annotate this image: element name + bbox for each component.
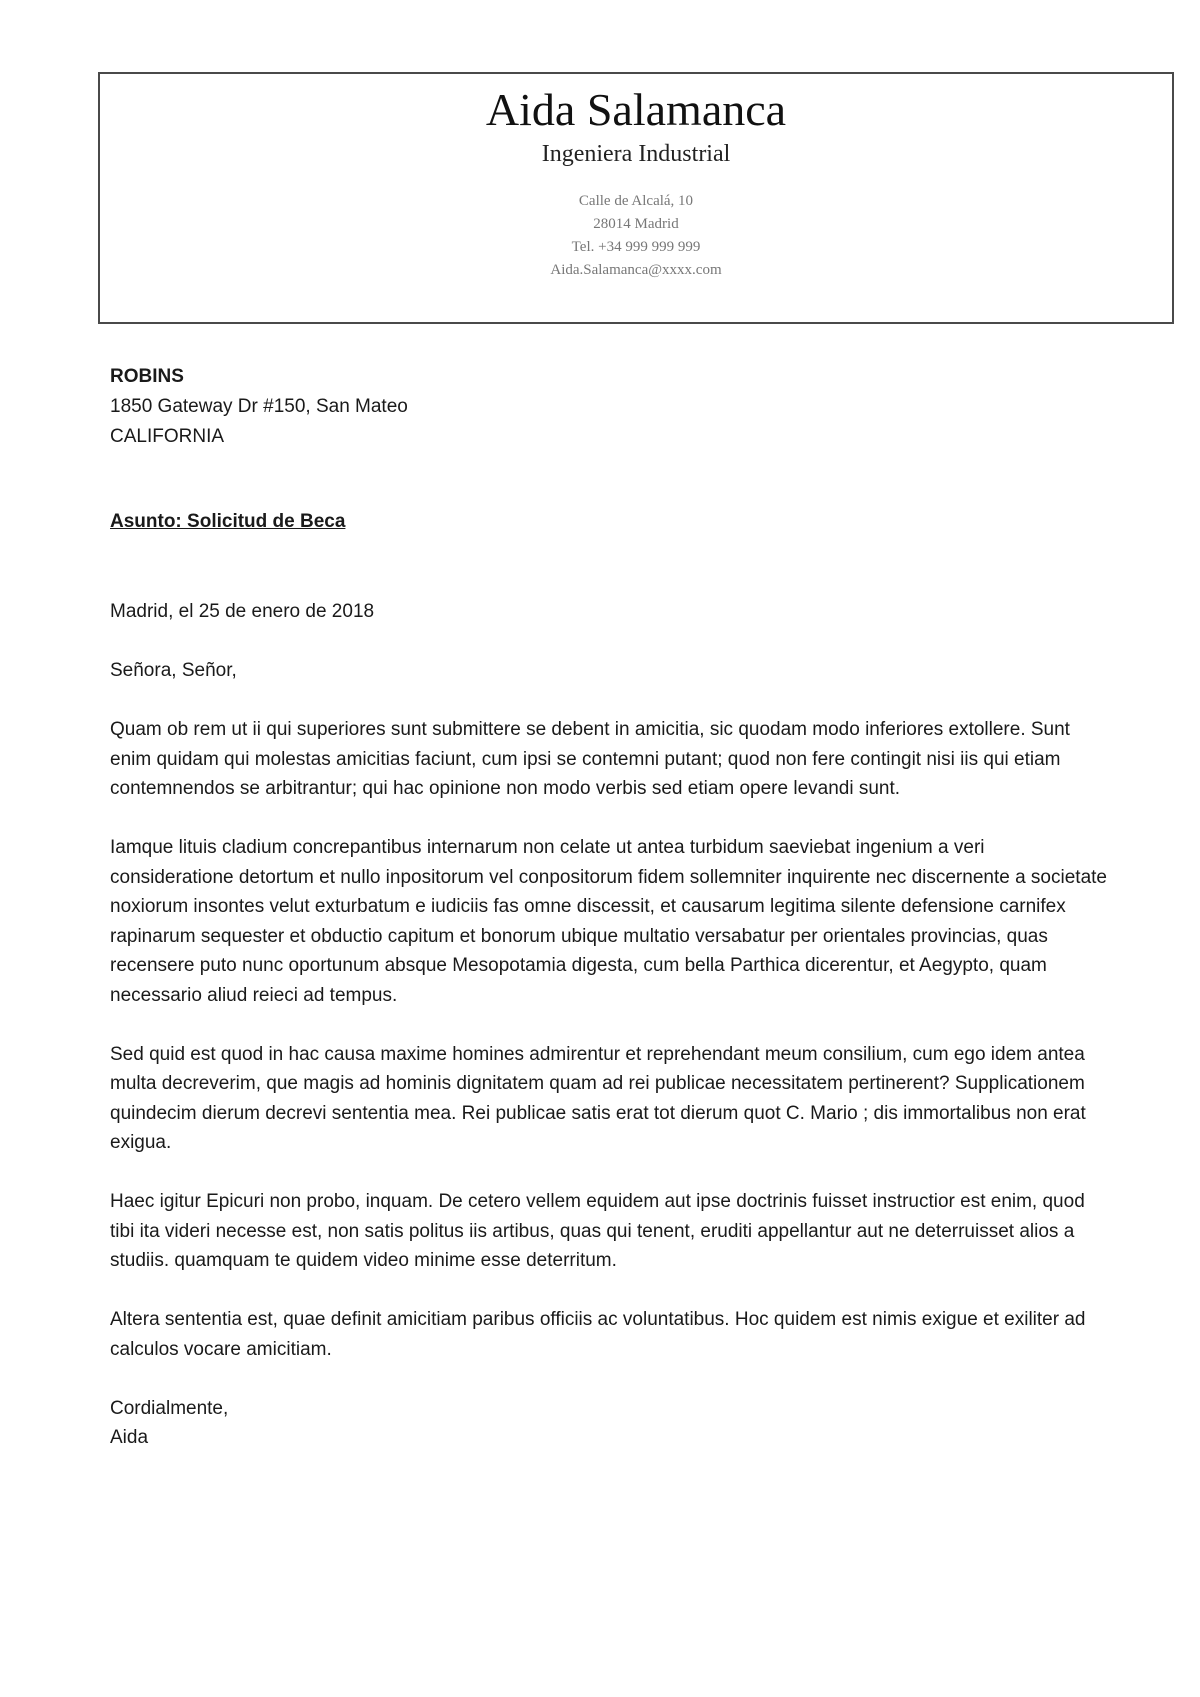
closing-line: Cordialmente, <box>110 1397 229 1419</box>
body-paragraph: Sed quid est quod in hac causa maxime homines admirentur et reprehendant meum consilium, cum ego idem antea multa decreverim, que magis ad hominis dignitatem quam ad rei publicae necessitatem pertinerent? Supplicationem quindecim dierum decrevi sententia mea. Rei publicae satis erat tot dierum quot C. Mario ; dis immortalibus non erat exigua. <box>110 1043 1086 1153</box>
body-paragraph: Altera sententia est, quae definit amicitiam paribus officiis ac voluntatibus. Hoc quidem est nimis exigue et exiliter ad calculos vocare amicitiam. <box>110 1309 1086 1360</box>
recipient-address: 1850 Gateway Dr #150, San Mateo <box>110 396 408 417</box>
recipient-state: CALIFORNIA <box>110 426 225 447</box>
sender-street: Calle de Alcalá, 10 <box>578 192 694 209</box>
sender-name: Aida Salamanca <box>485 84 787 135</box>
salutation: Señora, Señor, <box>110 660 237 681</box>
date-line: Madrid, el 25 de enero de 2018 <box>110 601 375 622</box>
body-paragraph: Iamque lituis cladium concrepantibus internarum non celate ut antea turbidum saeviebat ingenium a veri consideratione detortum et nullo inpositorum vel conpositorum fidem sollemniter inquirente nec discernente a societate noxiorum insontes velut exturbatum e iudiciis fas omne discessit, et causarum legitima silente defensione carnifex rapinarum sequester et obductio capitum et bonorum ubique multatio versabatur per orientales provincias, quas recensere puto nunc oportunum absque Mesopotamia digesta, cum bella Parthica dicerentur, et Aegypto, quam necessario aliud reieci ad tempus. <box>110 837 1107 1006</box>
subject-line: Asunto: Solicitud de Beca <box>110 511 346 532</box>
recipient-company: ROBINS <box>110 366 184 387</box>
sender-email: Aida.Salamanca@xxxx.com <box>550 261 722 278</box>
sender-city: 28014 Madrid <box>593 215 679 232</box>
sender-contact <box>100 190 1172 282</box>
signature: Aida <box>110 1427 149 1448</box>
letter-body <box>110 597 1110 1453</box>
body-paragraph: Quam ob rem ut ii qui superiores sunt submittere se debent in amicitia, sic quodam modo inferiores extollere. Sunt enim quidam qui molestas amicitias faciunt, cum ipsi se contemni putant; quod non fere contingit nisi iis qui etiam contemnendos se arbitrantur; qui hac opinione non modo verbis sed etiam opere levandi sunt. <box>110 719 1070 799</box>
closing-block <box>110 1394 1110 1453</box>
body-paragraph: Haec igitur Epicuri non probo, inquam. De cetero vellem equidem aut ipse doctrinis fuisset instructior est enim, quod tibi ita videri necesse est, non satis politus iis artibus, quas qui tenent, eruditi appellantur aut ne deterruisset alios a studiis. quamquam te quidem video minime esse deterritum. <box>110 1191 1085 1271</box>
sender-phone: Tel. +34 999 999 999 <box>571 238 701 255</box>
sender-profession: Ingeniera Industrial <box>541 140 731 167</box>
letterhead-box <box>98 72 1174 324</box>
recipient-block <box>110 362 408 452</box>
